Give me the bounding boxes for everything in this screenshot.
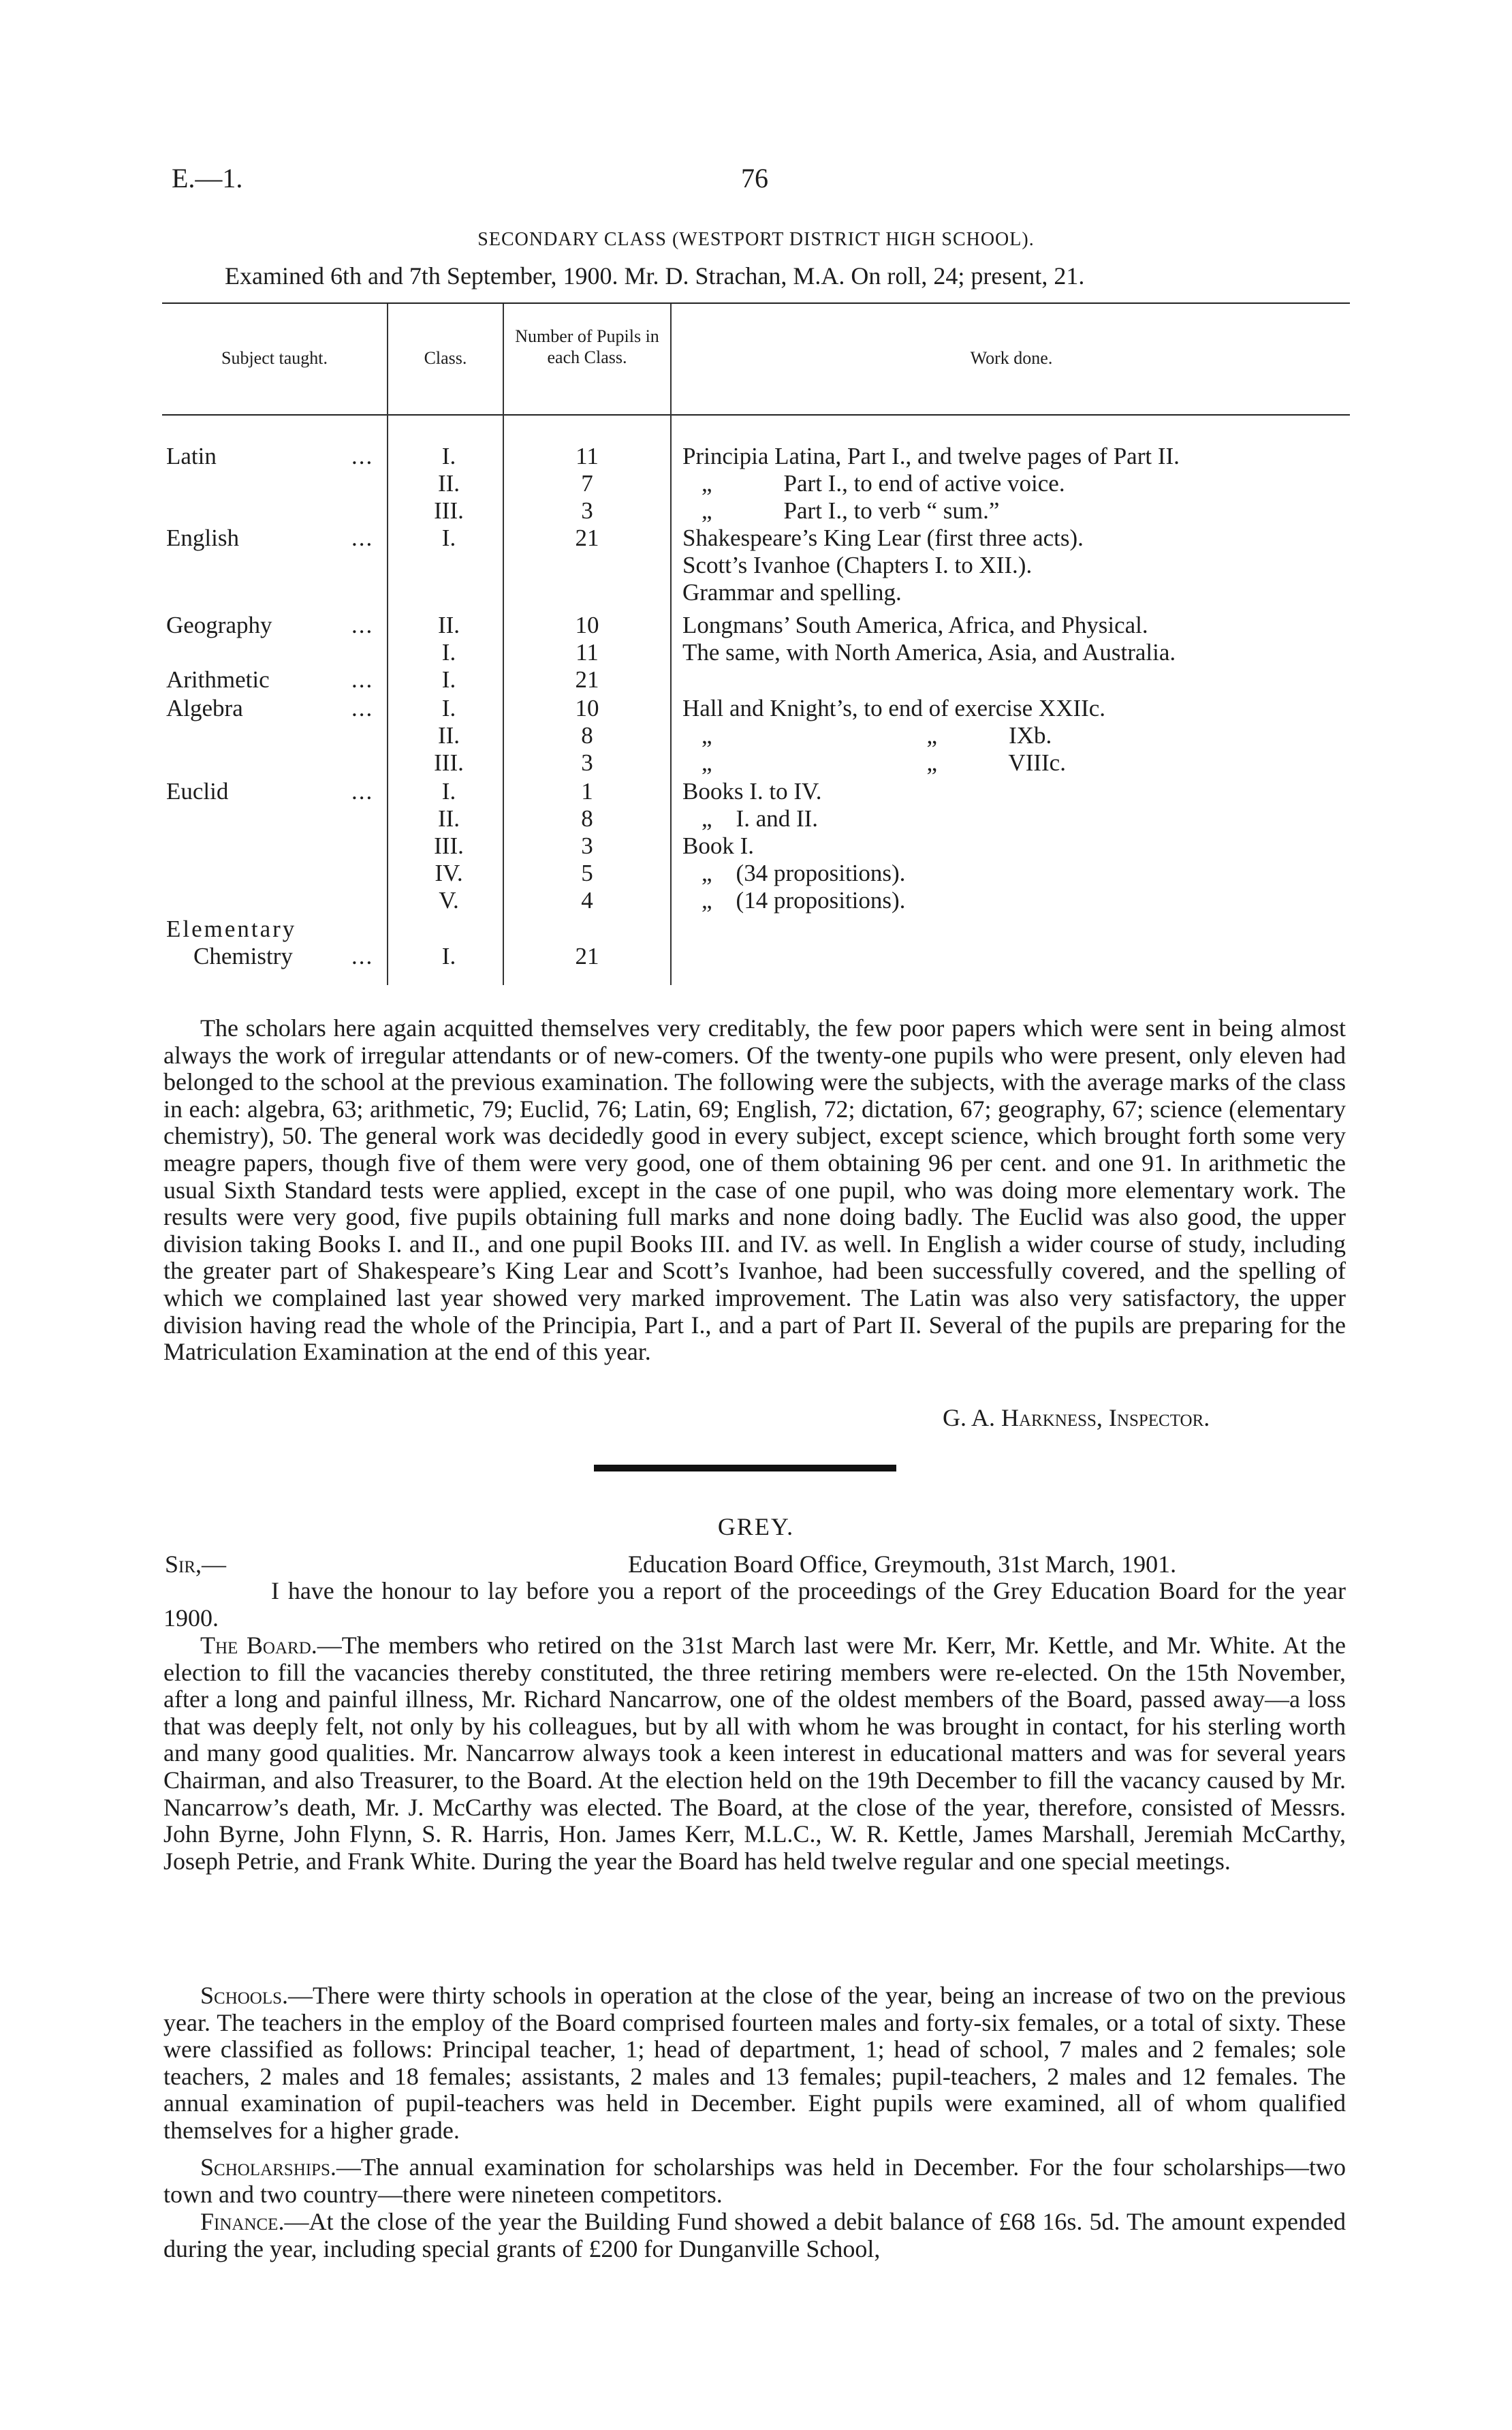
row-pupil-count: 4 xyxy=(581,887,593,914)
schools-heading: Schools. xyxy=(200,1982,289,2009)
row-pupil-count: 3 xyxy=(581,832,593,859)
row-work-done: Hall and Knight’s, to end of exercise XXIIc. xyxy=(682,695,1106,721)
row-pupil-count: 21 xyxy=(575,525,599,551)
exam-details: Examined 6th and 7th September, 1900. Mr. D. Strachan, M.A. On roll, 24; present, 21. xyxy=(225,262,1085,290)
row-work-done: „ I. and II. xyxy=(702,805,819,832)
row-class: II. xyxy=(437,612,460,638)
row-pupil-count: 10 xyxy=(575,695,599,721)
row-subject: Latin xyxy=(166,443,217,469)
row-pupil-count: 3 xyxy=(581,749,593,776)
row-subject: Euclid xyxy=(166,778,229,805)
schools-text: —There were thirty schools in operation at the close of the year, being an increase of two on the previous year. The teachers in the employ of the Board comprised fourteen males and forty-six females, or a total of sixty. These were classified as follows: Principal teacher, 1; head of department, 1; head of school, 7 males and 2 females; sole teachers, 2 males and 18 females; assistants, 2 males and 13 females; pupil-teachers, 2 males and 12 females. The annual examination of pupil-teachers was held in December. Eight pupils were examined, all of whom qualified themselves for a higher grade. xyxy=(163,1982,1346,2144)
finance-paragraph xyxy=(163,2209,1346,2262)
row-work-done: Scott’s Ivanhoe (Chapters I. to XII.). xyxy=(682,552,1033,578)
row-pupil-count: 21 xyxy=(575,666,599,693)
row-work-done: Books I. to IV. xyxy=(682,778,822,805)
row-work-done: Principia Latina, Part I., and twelve pages of Part II. xyxy=(682,443,1180,469)
row-subject: Geography xyxy=(166,612,272,638)
row-class: III. xyxy=(434,749,464,776)
row-work-done: Book I. xyxy=(682,832,754,859)
row-class: III. xyxy=(434,832,464,859)
section-title: SECONDARY CLASS (WESTPORT DISTRICT HIGH SCHOOL). xyxy=(477,229,1035,250)
row-subject: Arithmetic xyxy=(166,666,270,693)
row-pupil-count: 8 xyxy=(581,722,593,749)
row-class: IV. xyxy=(435,860,463,886)
row-class: II. xyxy=(437,470,460,497)
schools-paragraph xyxy=(163,1982,1346,2145)
row-class: II. xyxy=(437,722,460,749)
grey-title: GREY. xyxy=(717,1513,795,1540)
row-work-done: „ (34 propositions). xyxy=(702,860,906,886)
row-pupil-count: 7 xyxy=(581,470,593,497)
row-class: I. xyxy=(441,695,456,721)
row-class: III. xyxy=(434,497,464,524)
inspector-report: The scholars here again acquitted themselves very creditably, the few poor papers which were sent in being almost always the work of irregular attendants or of new-comers. Of the twenty-one pupils who were present, only eleven had belonged to the school at the previous examination. The following were the subjects, with the average marks of the class in each: algebra, 63; arithmetic, 79; Euclid, 76; Latin, 69; English, 72; dictation, 67; geography, 67; science (elementary chemistry), 50. The general work was decidedly good in every subject, except science, which brought forth some very meagre papers, though five of them were very good, one of them obtaining 96 per cent. and one 91. In arithmetic the usual Sixth Standard tests were applied, except in the case of one pupil, who was doing more elementary work. The results were very good, five pupils obtaining full marks and none doing badly. The Euclid was also good, the upper division taking Books I. and II., and one pupil Books III. and IV. as well. In English a wider course of study, including the greater part of Shakespeare’s King Lear and Scott’s Ivanhoe, had been successfully covered, and the spelling of which we complained last year showed very marked improvement. The Latin was also very satisfactory, the upper division having read the whole of the Principia, Part I., and a part of Part II. Several of the pupils are preparing for the Matriculation Examination at the end of this year. xyxy=(163,1014,1346,1366)
row-work-done: „ „ IXb. xyxy=(702,722,1052,749)
scholarships-heading: Scholarships. xyxy=(200,2153,336,2181)
intro-paragraph: I have the honour to lay before you a report of the proceedings of the Grey Education Board for the year 1900. xyxy=(163,1577,1346,1632)
row-pupil-count: 8 xyxy=(581,805,593,832)
document-code: E.—1. xyxy=(172,163,243,193)
row-dots: ... xyxy=(351,666,374,693)
row-dots: ... xyxy=(351,695,374,721)
row-class: I. xyxy=(441,443,456,469)
row-pupil-count: 1 xyxy=(581,778,593,805)
header-class: Class. xyxy=(424,348,467,368)
row-dots: ... xyxy=(351,943,374,969)
table-header-rule xyxy=(162,414,1350,416)
board-paragraph xyxy=(163,1632,1346,1875)
row-subject: English xyxy=(166,525,239,551)
row-work-done: The same, with North America, Asia, and Australia. xyxy=(682,639,1176,666)
column-divider xyxy=(387,304,388,985)
row-pupil-count: 3 xyxy=(581,497,593,524)
row-class: I. xyxy=(441,666,456,693)
board-heading: The Board. xyxy=(200,1632,317,1659)
row-class: I. xyxy=(441,639,456,666)
letter-date-line: Education Board Office, Greymouth, 31st March, 1901. xyxy=(628,1551,1177,1578)
salutation: Sir,— xyxy=(165,1551,227,1578)
row-dots: ... xyxy=(351,443,374,469)
row-pupil-count: 11 xyxy=(576,443,599,469)
row-subject: Algebra xyxy=(166,695,243,721)
row-pupil-count: 21 xyxy=(575,943,599,969)
row-work-done: „ „ VIIIc. xyxy=(702,749,1066,776)
row-work-done: „ Part I., to verb “ sum.” xyxy=(702,497,1000,524)
row-class: II. xyxy=(437,805,460,832)
row-class: V. xyxy=(439,887,459,914)
finance-heading: Finance. xyxy=(200,2208,285,2235)
row-dots: ... xyxy=(351,525,374,551)
row-dots: ... xyxy=(351,612,374,638)
board-text: —The members who retired on the 31st March last were Mr. Kerr, Mr. Kettle, and Mr. White. At the election to fill the vacancies thereby constituted, the three retiring members were re-elected. On the 15th November, after a long and painful illness, Mr. Richard Nancarrow, one of the oldest members of the Board, passed away—a loss that was deeply felt, not only by his colleagues, but by all with whom he was brought in contact, for his sterling worth and many good qualities. Mr. Nancarrow always took a keen interest in educational matters and was for several years Chairman, and also Treasurer, to the Board. At the election held on the 19th December to fill the vacancy caused by Mr. Nancarrow’s death, Mr. J. McCarthy was elected. The Board, at the close of the year, therefore, consisted of Messrs. John Byrne, John Flynn, S. R. Harris, Hon. James Kerr, M.L.C., W. R. Kettle, James Marshall, Jeremiah McCarthy, Joseph Petrie, and Frank White. During the year the Board has held twelve regular and one special meetings. xyxy=(163,1632,1346,1875)
row-class: I. xyxy=(441,525,456,551)
finance-text: —At the close of the year the Building Fund showed a debit balance of £68 16s. 5d. The amount expended during the year, including special grants of £200 for Dunganville School, xyxy=(163,2208,1346,2262)
row-work-done: „ (14 propositions). xyxy=(702,887,906,914)
row-pupil-count: 5 xyxy=(581,860,593,886)
scholarships-text: —The annual examination for scholarships was held in December. For the four scholarships—two town and two country—there were nineteen competitors. xyxy=(163,2153,1346,2208)
row-dots: ... xyxy=(351,778,374,805)
row-class: I. xyxy=(441,943,456,969)
header-pupils: Number of Pupils in each Class. xyxy=(515,326,659,367)
row-class: I. xyxy=(441,778,456,805)
table-top-rule xyxy=(162,302,1350,304)
section-divider xyxy=(594,1465,896,1471)
inspector-signature: G. A. Harkness, Inspector. xyxy=(943,1404,1210,1431)
row-work-done: Shakespeare’s King Lear (first three acts). xyxy=(682,525,1084,551)
row-work-done: Longmans’ South America, Africa, and Physical. xyxy=(682,612,1148,638)
page-number: 76 xyxy=(741,163,768,193)
row-work-done: „ Part I., to end of active voice. xyxy=(702,470,1065,497)
row-work-done: Grammar and spelling. xyxy=(682,579,902,606)
row-pupil-count: 10 xyxy=(575,612,599,638)
header-subject: Subject taught. xyxy=(221,348,328,368)
scholarships-paragraph xyxy=(163,2154,1346,2208)
row-subject: Chemistry xyxy=(193,943,293,969)
row-pupil-count: 11 xyxy=(576,639,599,666)
row-subject: Elementary xyxy=(166,916,297,942)
header-work: Work done. xyxy=(970,348,1053,368)
